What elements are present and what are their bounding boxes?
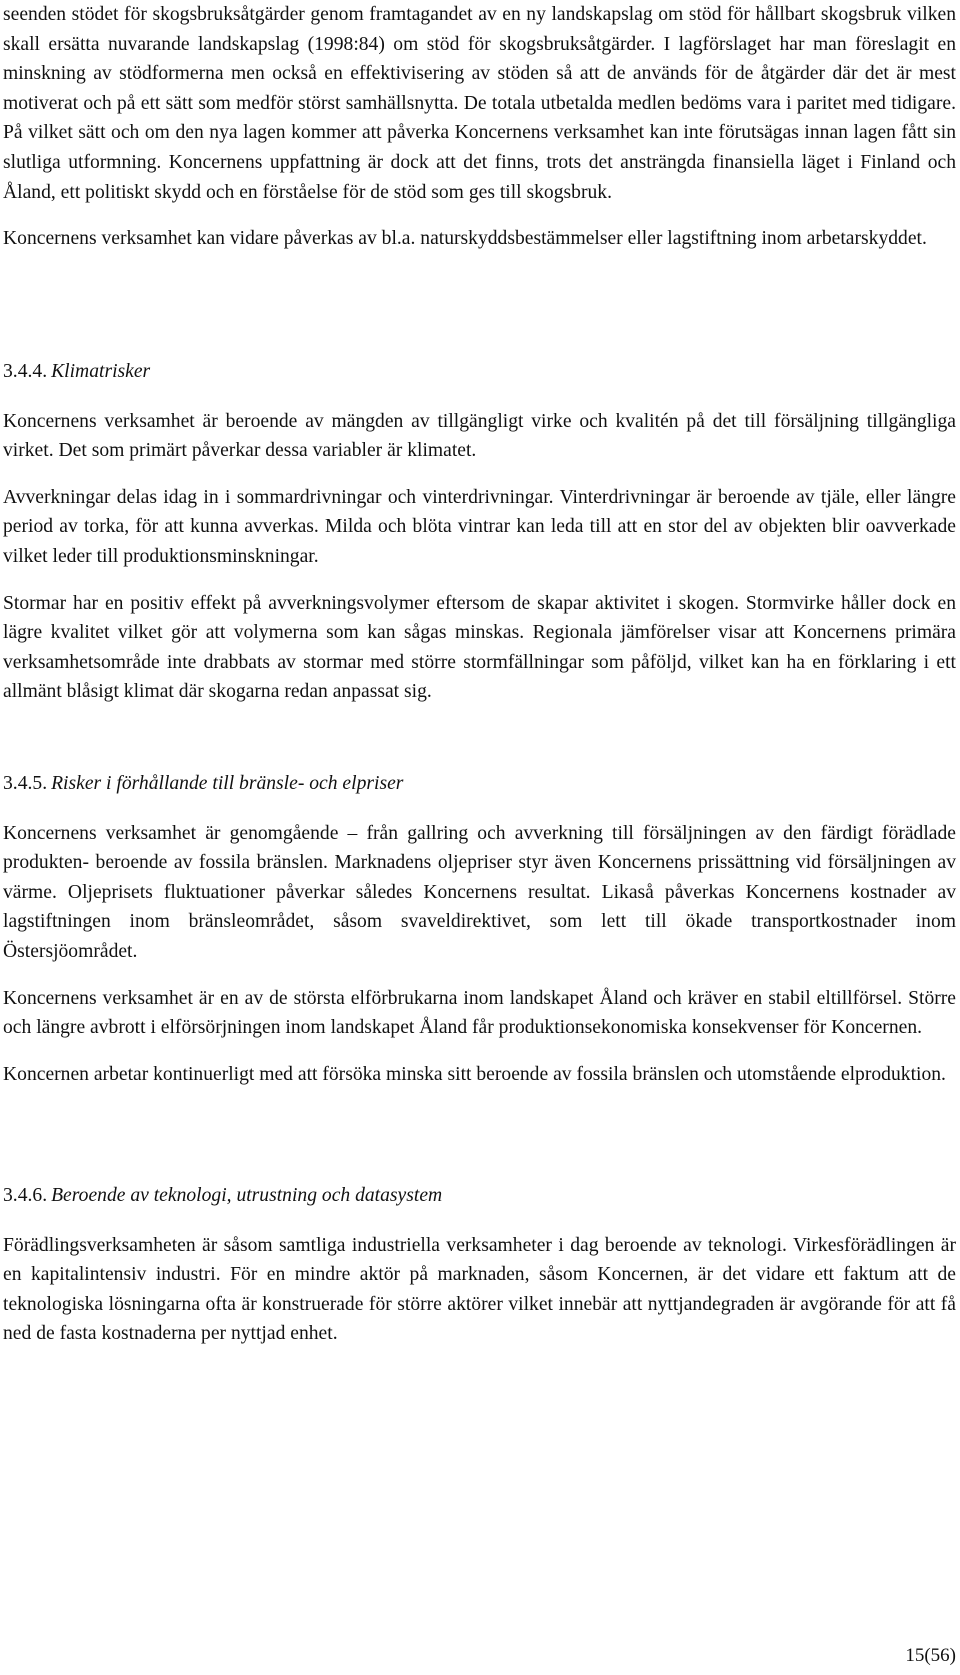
section-heading <box>3 357 956 387</box>
paragraph-intro-2: Koncernens verksamhet kan vidare påverkas av bl.a. naturskyddsbestämmelser eller lagstiftning inom arbetarskyddet. <box>3 228 927 250</box>
section-3-4-5 <box>3 769 956 1089</box>
section-title: Risker i förhållande till bränsle- och elpriser <box>51 773 404 794</box>
section-number: 3.4.6. <box>3 1185 48 1206</box>
section-title: Beroende av teknologi, utrustning och datasystem <box>51 1185 443 1206</box>
paragraph: Koncernen arbetar kontinuerligt med att försöka minska sitt beroende av fossila bränslen och utomstående elproduktion. <box>3 1063 946 1085</box>
section-number: 3.4.5. <box>3 773 48 794</box>
section-number: 3.4.4. <box>3 361 48 382</box>
paragraph: Förädlingsverksamheten är såsom samtliga industriella verksamheter i dag beroende av teknologi. Virkesförädlingen är en kapitalintensiv industri. För en mindre aktör på marknaden, såsom Koncernen, är det vidare ett faktum att de teknologiska lösningarna ofta är konstruerade för större aktörer vilket innebär att nyttjandegraden är avgörande för att få ned de fasta kostnaderna per nyttjad enhet. <box>3 1234 956 1345</box>
paragraph-intro-1: seenden stödet för skogsbruksåtgärder genom framtagandet av en ny landskapslag om stöd för hållbart skogsbruk vilken skall ersätta nuvarande landskapslag (1998:84) om stöd för skogsbruksåtgärder. I lagförslaget har man föreslagit en minskning av stödformerna men också en effektivisering av stöden så att de används för de åtgärder där det är mest motiverat och på ett sätt som medför störst samhällsnytta. De totala utbetalda medlen bedöms vara i paritet med tidigare. På vilket sätt och om den nya lagen kommer att påverka Koncernens verksamhet kan inte förutsägas innan lagen fått sin slutliga utformning. Koncernens uppfattning är dock att det finns, trots det ansträngda finansiella läget i Finland och Åland, ett politiskt skydd och en förståelse för de stöd som ges till skogsbruk. <box>3 4 956 203</box>
paragraph: Koncernens verksamhet är beroende av mängden av tillgängligt virke och kvalitén på det till försäljning tillgängliga virket. Det som primärt påverkar dessa variabler är klimatet. <box>3 410 956 462</box>
section-3-4-6 <box>3 1181 956 1349</box>
section-3-4-4 <box>3 357 956 707</box>
page-number: 15(56) <box>905 1645 956 1666</box>
paragraph: Koncernens verksamhet är en av de största elförbrukarna inom landskapet Åland och kräver en stabil eltillförsel. Större och längre avbrott i elförsörjningen inom landskapet Åland får produktionsekonomiska konsekvenser för Koncernen. <box>3 987 956 1039</box>
paragraph: Avverkningar delas idag in i sommardrivningar och vinterdrivningar. Vinterdrivningar är beroende av tjäle, eller längre period av torka, för att kunna avverkas. Milda och blöta vintrar kan leda till att en stor del av objekten blir oavverkade vilket leder till produktionsminskningar. <box>3 486 956 567</box>
section-title: Klimatrisker <box>51 361 151 382</box>
paragraph: Stormar har en positiv effekt på avverkningsvolymer eftersom de skapar aktivitet i skogen. Stormvirke håller dock en lägre kvalitet vilket gör att volymerna som kan sågas minskas. Regionala jämförelser visar att Koncernens primära verksamhetsområde inte drabbats av stormar med större stormfällningar som påföljd, vilket kan ha en förklaring i ett allmänt blåsigt klimat där skogarna redan anpassat sig. <box>3 592 956 703</box>
paragraph: Koncernens verksamhet är genomgående – från gallring och avverkning till försäljningen av den färdigt förädlade produkten- beroende av fossila bränslen. Marknadens oljepriser styr även Koncernens prissättning vid försäljningen av värme. Oljeprisets fluktuationer påverkar således Koncernens resultat. Likaså påverkas Koncernens kostnader av lagstiftningen inom bränsleområdet, såsom svaveldirektivet, som lett till ökade transportkostnader inom Östersjöområdet. <box>3 822 956 962</box>
intro-block <box>3 0 956 254</box>
section-heading <box>3 1181 956 1211</box>
section-heading <box>3 769 956 799</box>
